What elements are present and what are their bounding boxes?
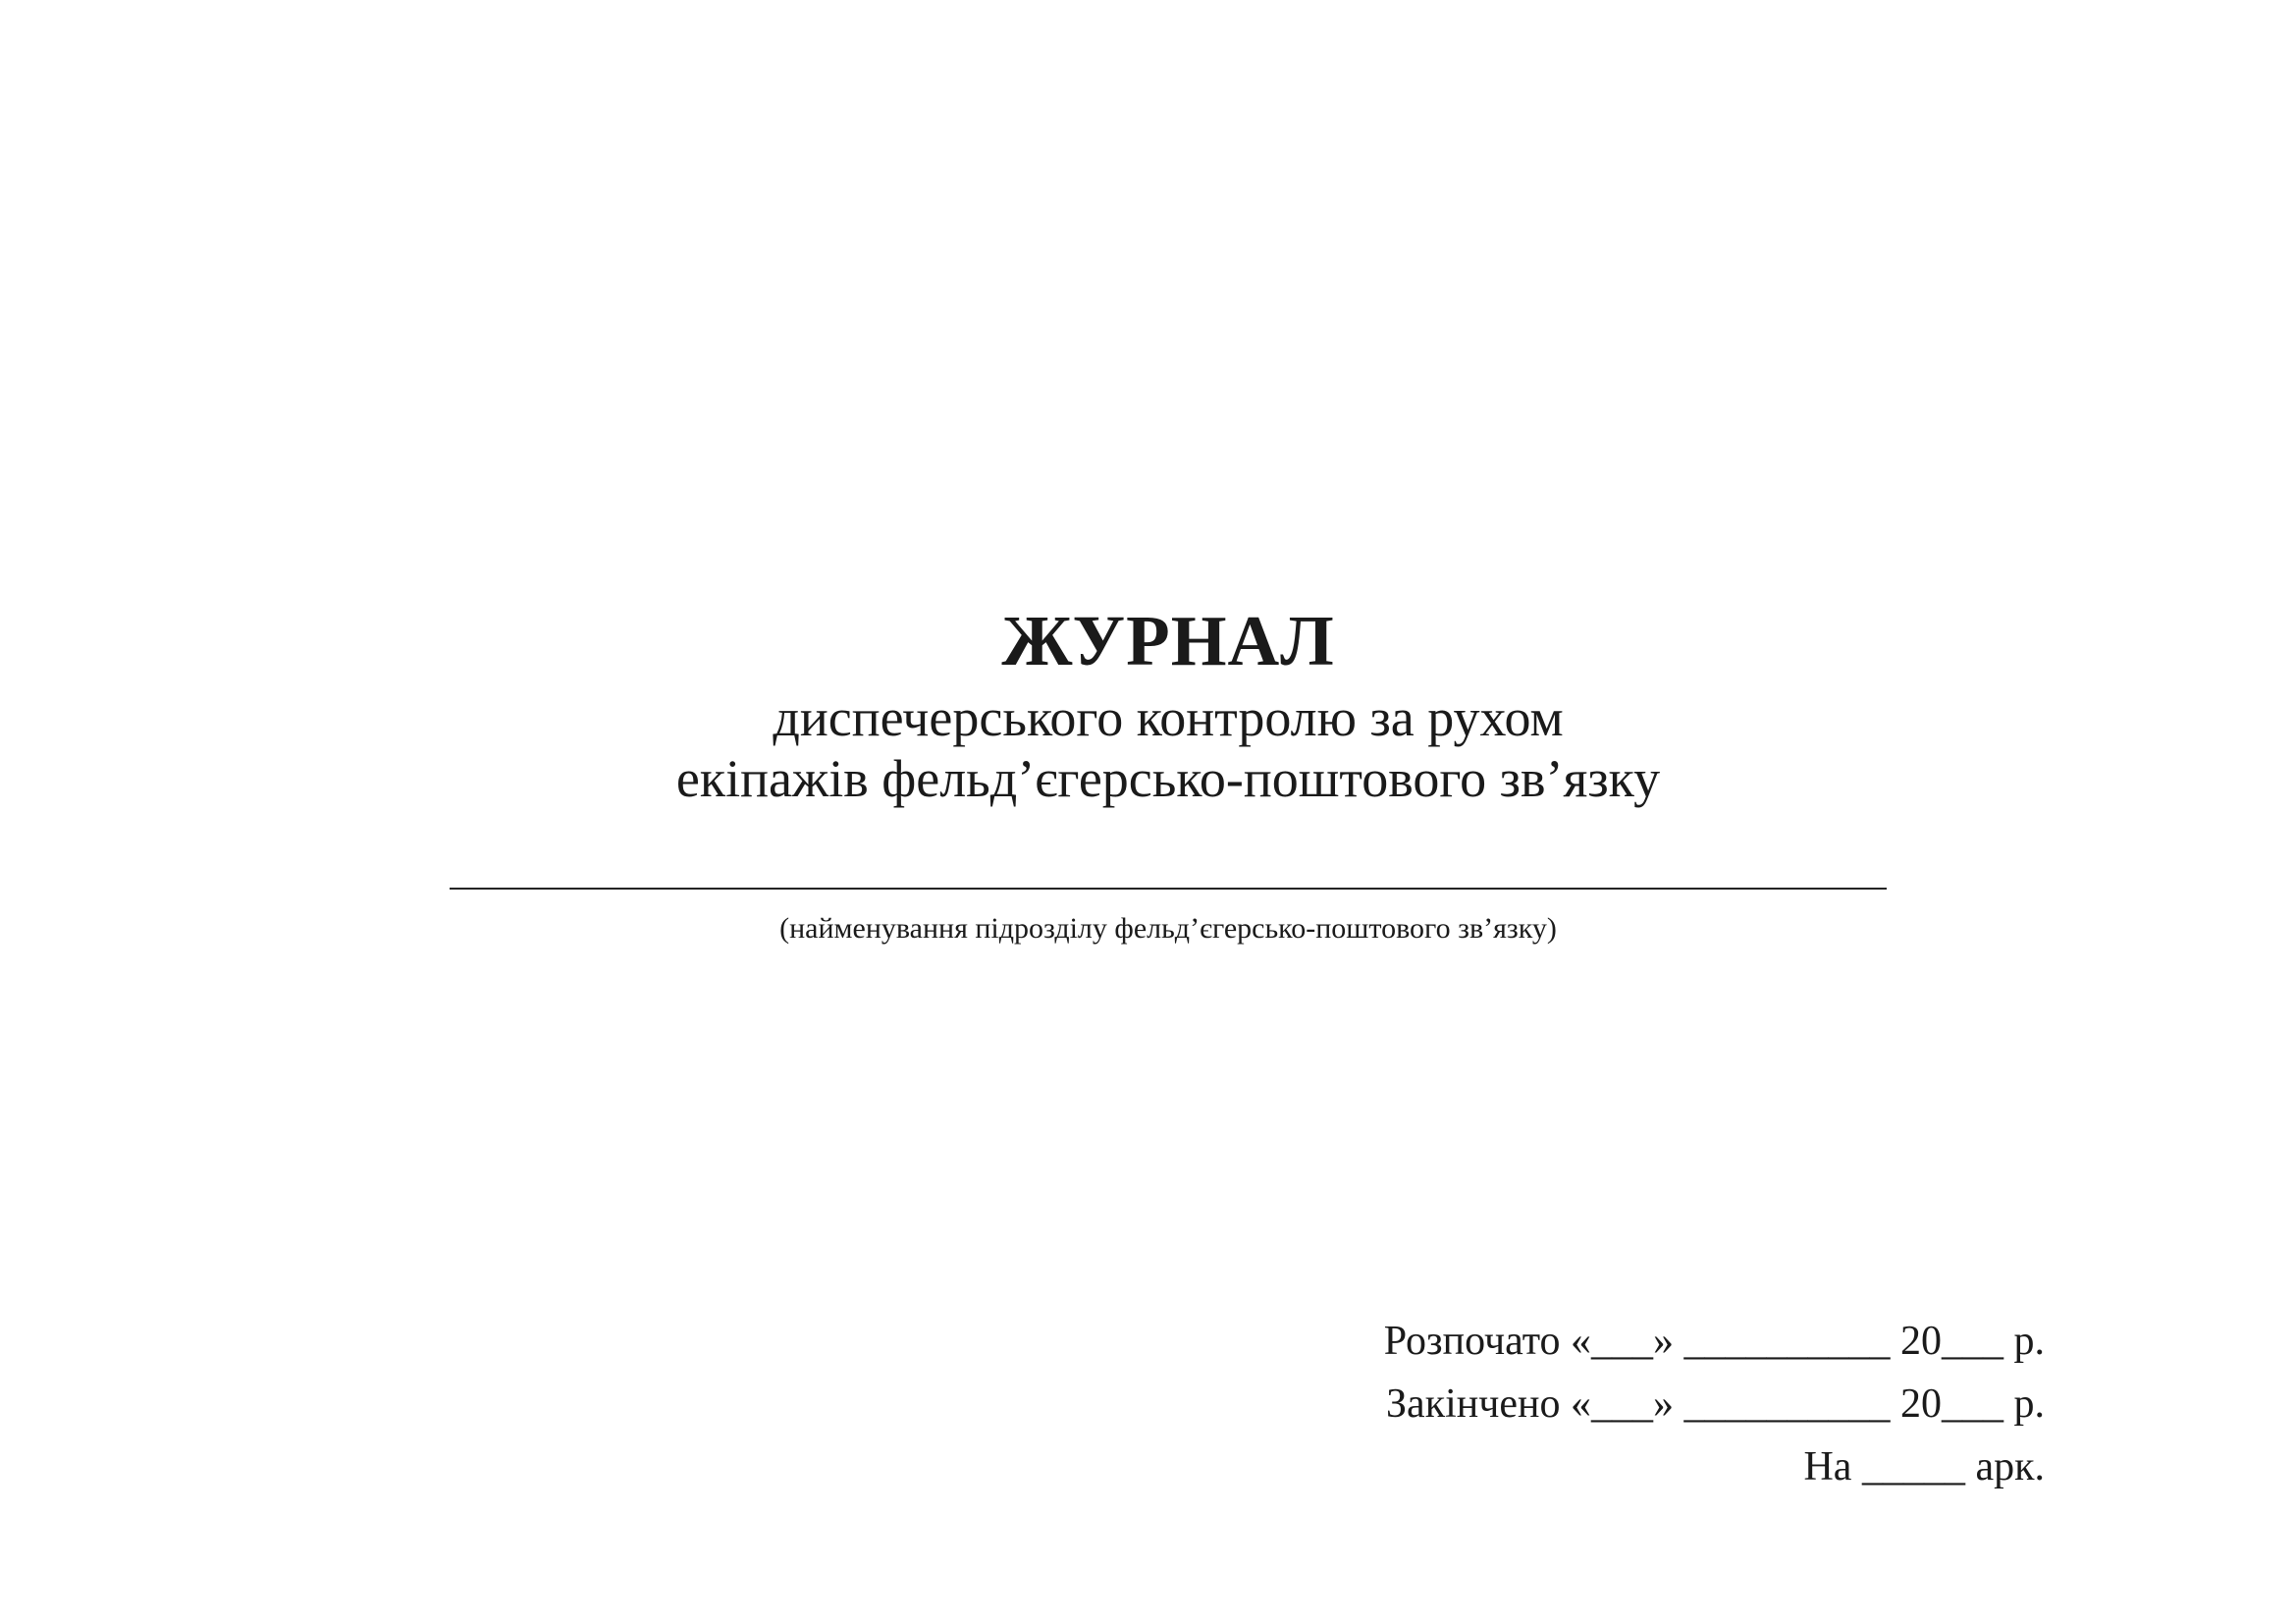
started-date-line: Розпочато «___» __________ 20___ р. [1383,1319,2045,1364]
title-block [430,601,1906,809]
footer-dates-block [1384,1310,2045,1498]
journal-subtitle-line-1: диспечерського контролю за рухом [773,688,1564,747]
journal-subtitle-line-2: екіпажів фельд’єгерсько-поштового зв’язку [675,749,1661,808]
journal-title: ЖУРНАЛ [1001,601,1335,680]
finished-date-line: Закінчено «___» __________ 20___ р. [1386,1381,2045,1427]
unit-name-field-value [450,842,1887,886]
sheets-count-line: На _____ арк. [1803,1444,2045,1489]
unit-name-fill-line [450,888,1887,890]
unit-name-caption: (найменування підрозділу фельд’єгерсько-поштового зв’язку) [779,912,1557,945]
